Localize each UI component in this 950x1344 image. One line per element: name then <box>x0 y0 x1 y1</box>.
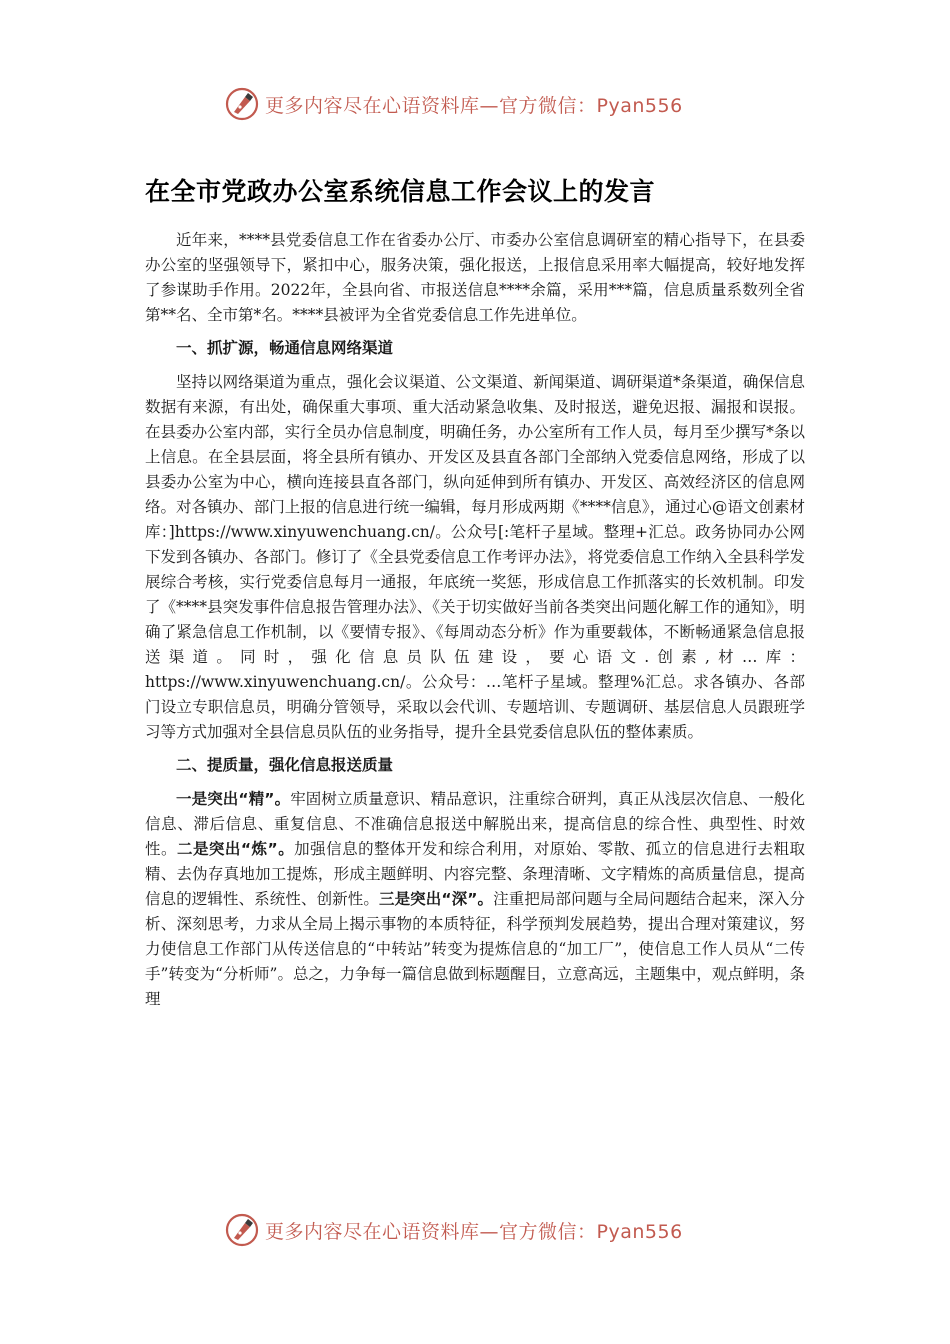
pen-nib-logo-icon <box>225 1213 259 1247</box>
section-2-heading: 二、提质量，强化信息报送质量 <box>176 756 394 774</box>
document-body <box>145 228 805 1012</box>
point-2-lead: 二是突出“炼”。 <box>176 840 295 858</box>
section-2-paragraph <box>145 787 805 1012</box>
section-1-paragraph: 坚持以网络渠道为重点，强化会议渠道、公文渠道、新闻渠道、调研渠道*条渠道，确保信息数据有来源，有出处，确保重大事项、重大活动紧急收集、及时报送，避免迟报、漏报和误报。在县委办公室内部，实行全员办信息制度，明确任务，办公室所有工作人员，每月至少撰写*条以上信息。在全县层面，将全县所有镇办、开发区及县直各部门全部纳入党委信息网络，形成了以县委办公室为中心，横向连接县直各部门，纵向延伸到所有镇办、开发区、高效经济区的信息网络。对各镇办、部门上报的信息进行统一编辑，每月形成两期《****信息》，通过心@语文创素材库：]https://www.xinyuwenchuang.cn/。公众号[:笔杆子星域。整理+汇总。政务协同办公网下发到各镇办、各部门。修订了《全县党委信息工作考评办法》，将党委信息工作纳入全县科学发展综合考核，实行党委信息每月一通报，年底统一奖惩，形成信息工作抓落实的长效机制。印发了《****县突发事件信息报告管理办法》、《关于切实做好当前各类突出问题化解工作的通知》，明确了紧急信息工作机制，以《要情专报》、《每周动态分析》作为重要载体，不断畅通紧急信息报送渠道。同时，强化信息员队伍建设，要心语文.创素,材…库：https://www.xinyuwenchuang.cn/。公众号：…笔杆子星域。整理%汇总。求各镇办、各部门设立专职信息员，明确分管领导，采取以会代训、专题培训、专题调研、基层信息人员跟班学习等方式加强对全县信息员队伍的业务指导，提升全县党委信息队伍的整体素质。 <box>145 373 805 741</box>
point-1-lead: 一是突出“精”。 <box>176 790 291 808</box>
page-title: 在全市党政办公室系统信息工作会议上的发言 <box>145 177 656 206</box>
footer-banner <box>225 1210 745 1250</box>
point-2-text: 加强信息的整体开发和综合利用，对原始、零散、孤立的信息进行去粗取精、去伪存真地加工提炼，形成主题鲜明、内容完整、条理清晰、文字精炼的高质量信息，提高信息的逻辑性、系统性、创新性。 <box>145 840 805 908</box>
section-1-heading: 一、抓扩源，畅通信息网络渠道 <box>176 339 394 357</box>
intro-paragraph: 近年来，****县党委信息工作在省委办公厅、市委办公室信息调研室的精心指导下，在县委办公室的坚强领导下，紧扣中心，服务决策，强化报送，上报信息采用率大幅提高，较好地发挥了参谋助手作用。2022年，全县向省、市报送信息****余篇，采用***篇，信息质量系数列全省第**名、全市第*名。****县被评为全省党委信息工作先进单位。 <box>145 231 805 324</box>
header-banner <box>225 84 745 124</box>
point-1-text: 牢固树立质量意识、精品意识，注重综合研判，真正从浅层次信息、一般化信息、滞后信息、重复信息、不准确信息报送中解脱出来，提高信息的综合性、典型性、时效性。 <box>145 790 805 858</box>
banner-text: 更多内容尽在心语资料库—官方微信：Pyan556 <box>265 94 683 117</box>
banner-text: 更多内容尽在心语资料库—官方微信：Pyan556 <box>265 1220 683 1243</box>
point-3-text: 注重把局部问题与全局问题结合起来，深入分析、深刻思考，力求从全局上揭示事物的本质特征，科学预判发展趋势，提出合理对策建议，努力使信息工作部门从传送信息的“中转站”转变为提炼信息的“加工厂”，使信息工作人员从“二传手”转变为“分析师”。总之，力争每一篇信息做到标题醒目，立意高远，主题集中，观点鲜明，条理 <box>145 890 805 1008</box>
point-3-lead: 三是突出“深”。 <box>378 890 494 908</box>
pen-nib-logo-icon <box>225 87 259 121</box>
